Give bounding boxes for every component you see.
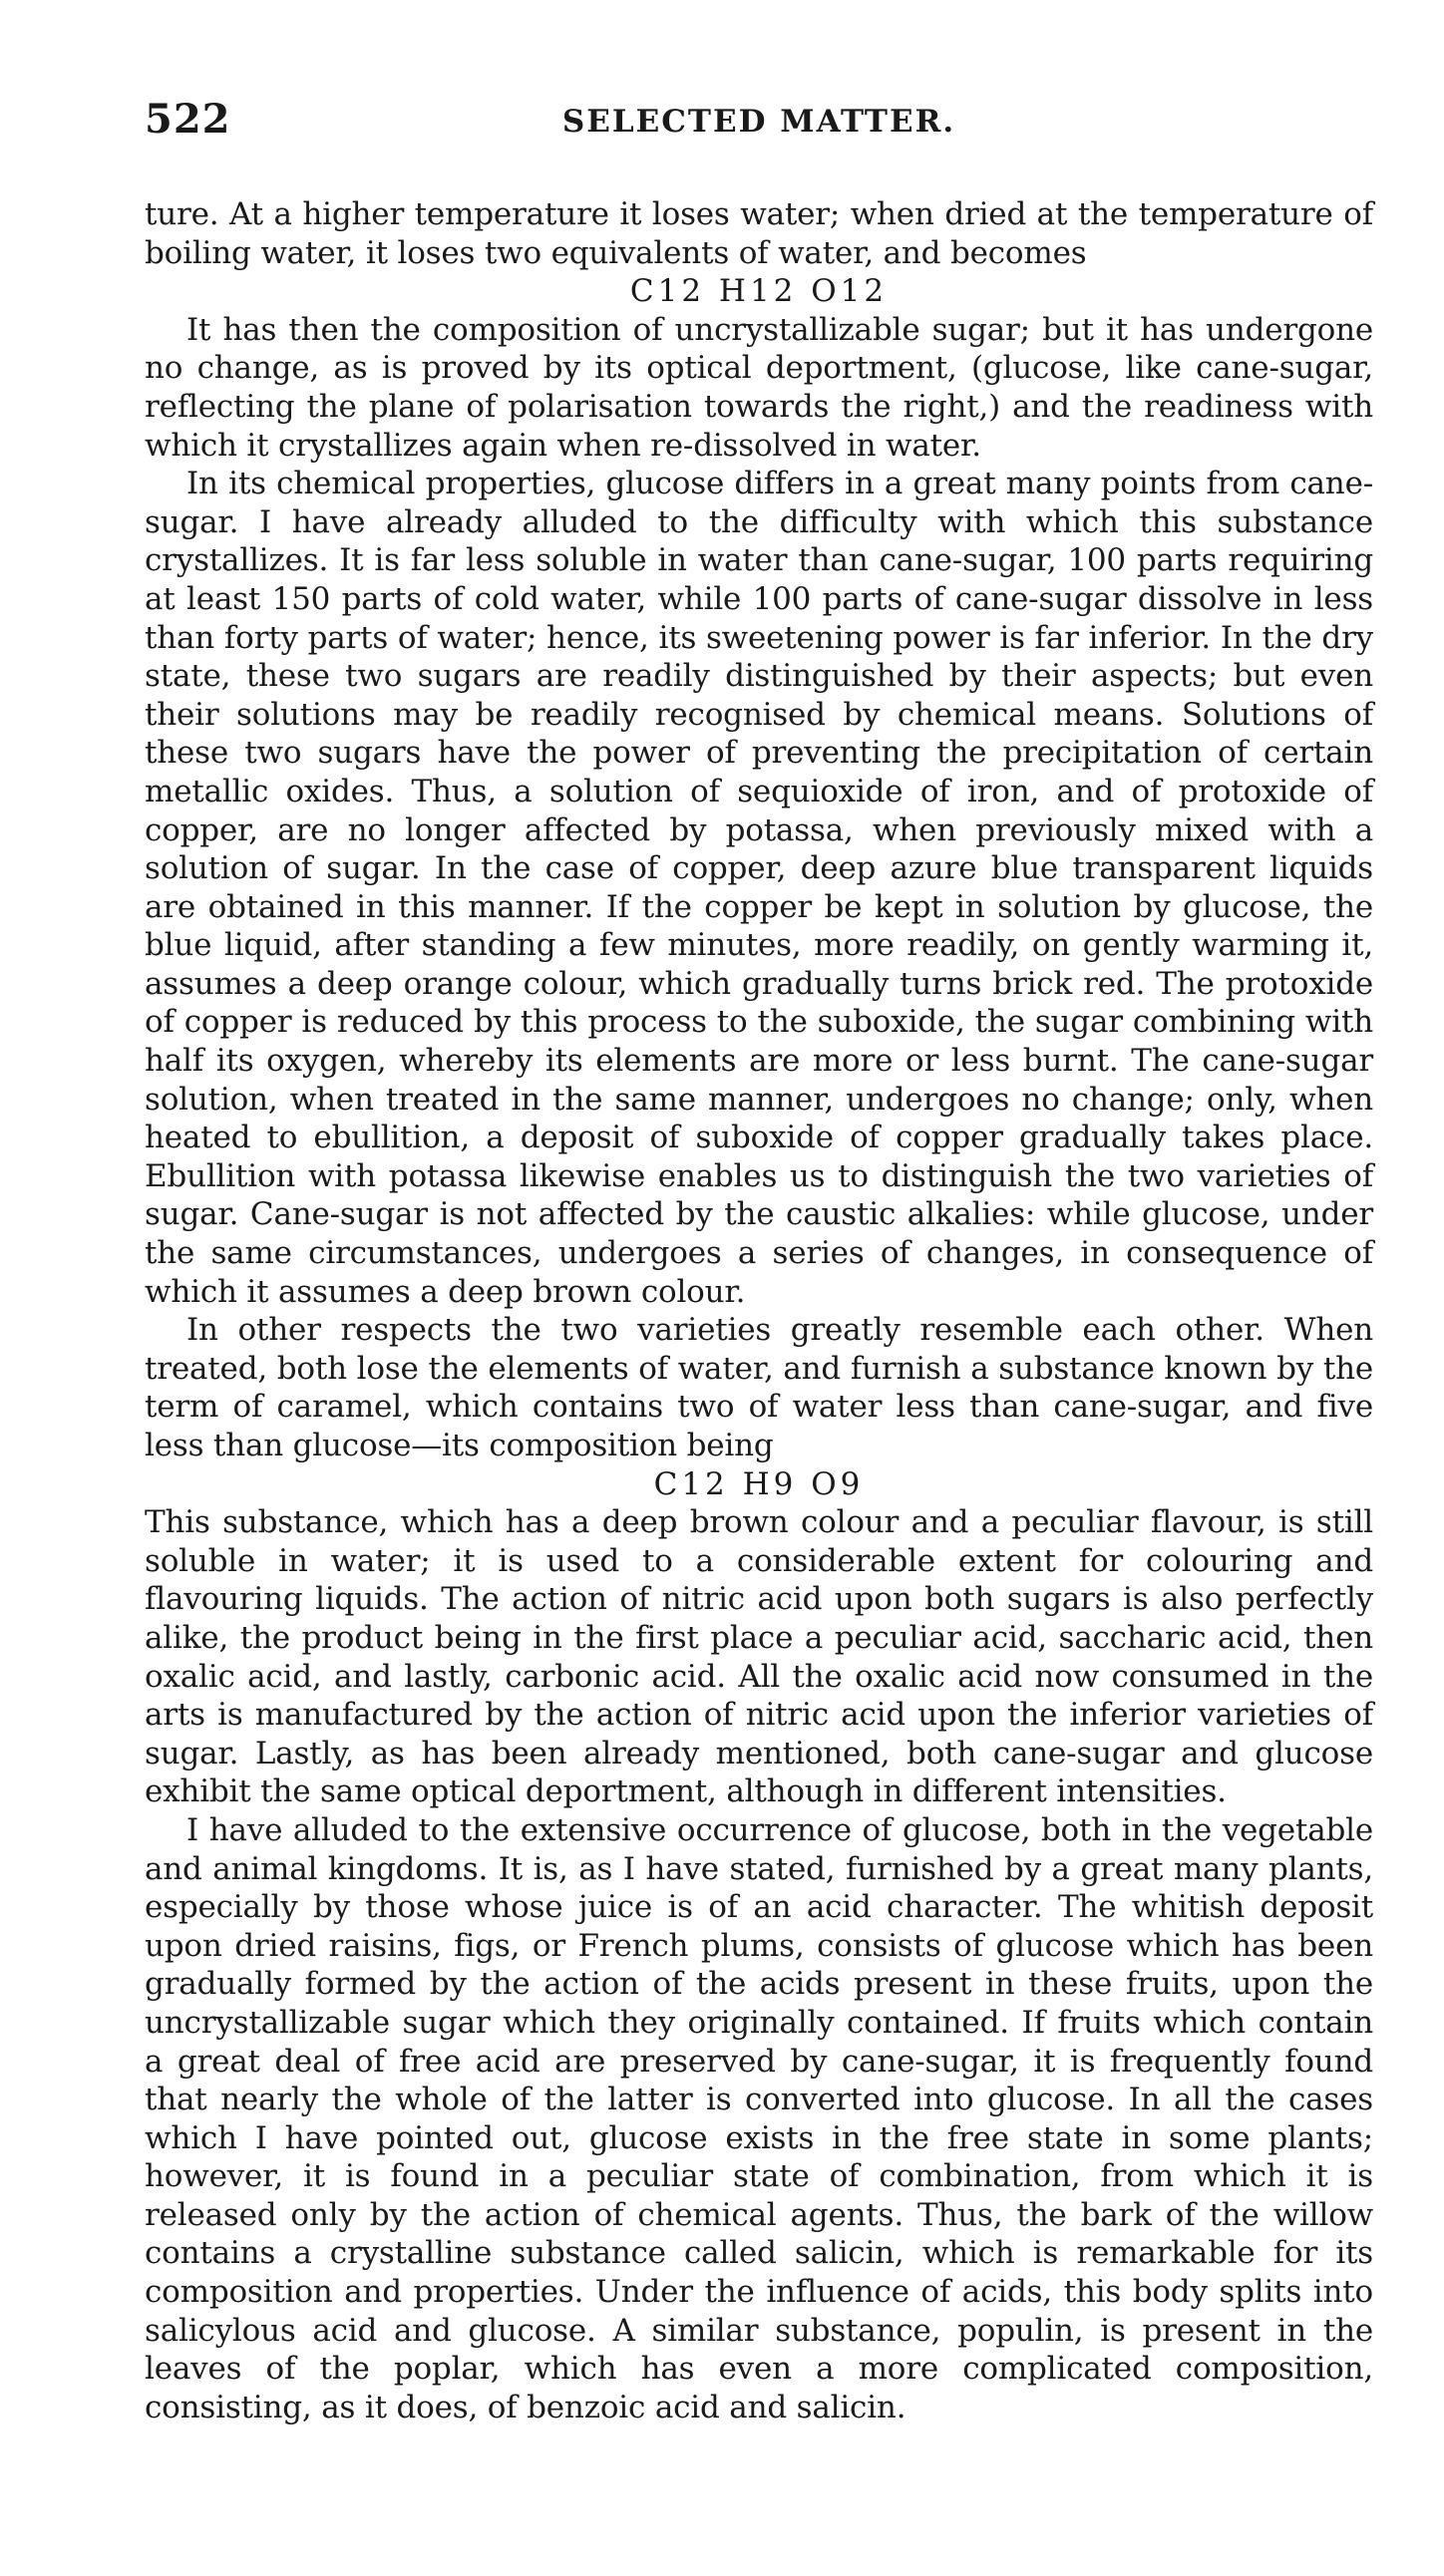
page-number: 522 xyxy=(145,96,231,143)
page-header xyxy=(145,96,1373,156)
running-head: SELECTED MATTER. xyxy=(561,104,956,140)
chemical-formula: C12 H12 O12 xyxy=(629,273,889,310)
paragraph: In its chemical properties, glucose differs in a great many points from cane-sugar. I have already alluded to the difficulty with which this substance crystallizes. It is far less soluble in water than cane-sugar, 100 parts requiring at least 150 parts of cold water, while 100 parts of cane-sugar dissolve in less than forty parts of water; hence, its sweetening power is far inferior. In the dry state, these two sugars are readily distinguished by their aspects; but even their solutions may be readily recognised by chemical means. Solutions of these two sugars have the power of preventing the precipitation of certain metallic oxides. Thus, a solution of sequioxide of iron, and of protoxide of copper, are no longer affected by potassa, when previously mixed with a solution of sugar. In the case of copper, deep azure blue transparent liquids are obtained in this manner. If the copper be kept in solution by glucose, the blue liquid, after standing a few minutes, more readily, on gently warming it, assumes a deep orange colour, which gradually turns brick red. The protoxide of copper is reduced by this process to the suboxide, the sugar combining with half its oxygen, whereby its elements are more or less burnt. The cane-sugar solution, when treated in the same manner, undergoes no change; only, when heated to ebullition, a deposit of suboxide of copper gradually takes place. Ebullition with potassa likewise enables us to distinguish the two varieties of sugar. Cane-sugar is not affected by the caustic alkalies: while glucose, under the same circumstances, undergoes a series of changes, in consequence of which it assumes a deep brown colour. xyxy=(145,466,1373,1310)
paragraph: It has then the composition of uncrystallizable sugar; but it has undergone no change, as is proved by its optical deportment, (glucose, like cane-sugar, reflecting the plane of polarisation towards the right,) and the readiness with which it crystallizes again when re-dissolved in water. xyxy=(145,311,1373,464)
paragraph: In other respects the two varieties greatly resemble each other. When treated, both lose the elements of water, and furnish a substance known by the term of caramel, which contains two of water less than cane-sugar, and five less than glucose—its composition being xyxy=(145,1312,1373,1463)
paragraph: This substance, which has a deep brown colour and a peculiar flavour, is still soluble in water; it is used to a considerable extent for colouring and flavouring liquids. The action of nitric acid upon both sugars is also perfectly alike, the product being in the first place a peculiar acid, saccharic acid, then oxalic acid, and lastly, carbonic acid. All the oxalic acid now consumed in the arts is manufactured by the action of nitric acid upon the inferior varieties of sugar. Lastly, as has been already mentioned, both cane-sugar and glucose exhibit the same optical deportment, although in different intensities. xyxy=(145,1504,1373,1810)
paragraph: I have alluded to the extensive occurrence of glucose, both in the vegetable and animal kingdoms. It is, as I have stated, furnished by a great many plants, especially by those whose juice is of an acid character. The whitish deposit upon dried raisins, figs, or French plums, consists of glucose which has been gradually formed by the action of the acids present in these fruits, upon the uncrystallizable sugar which they originally contained. If fruits which contain a great deal of free acid are preserved by cane-sugar, it is frequently found that nearly the whole of the latter is converted into glucose. In all the cases which I have pointed out, glucose exists in the free state in some plants; however, it is found in a peculiar state of combination, from which it is released only by the action of chemical agents. Thus, the bark of the willow contains a crystalline substance called salicin, which is remarkable for its composition and properties. Under the influence of acids, this body splits into salicylous acid and glucose. A similar substance, populin, is present in the leaves of the poplar, which has even a more complicated composition, consisting, as it does, of benzoic acid and salicin. xyxy=(145,1811,1373,2425)
chemical-formula: C12 H9 O9 xyxy=(653,1465,865,1502)
paragraph-continued: ture. At a higher temperature it loses water; when dried at the temperature of boiling water, it loses two equivalents of water, and becomes xyxy=(145,196,1373,271)
article-body xyxy=(145,195,1373,2426)
